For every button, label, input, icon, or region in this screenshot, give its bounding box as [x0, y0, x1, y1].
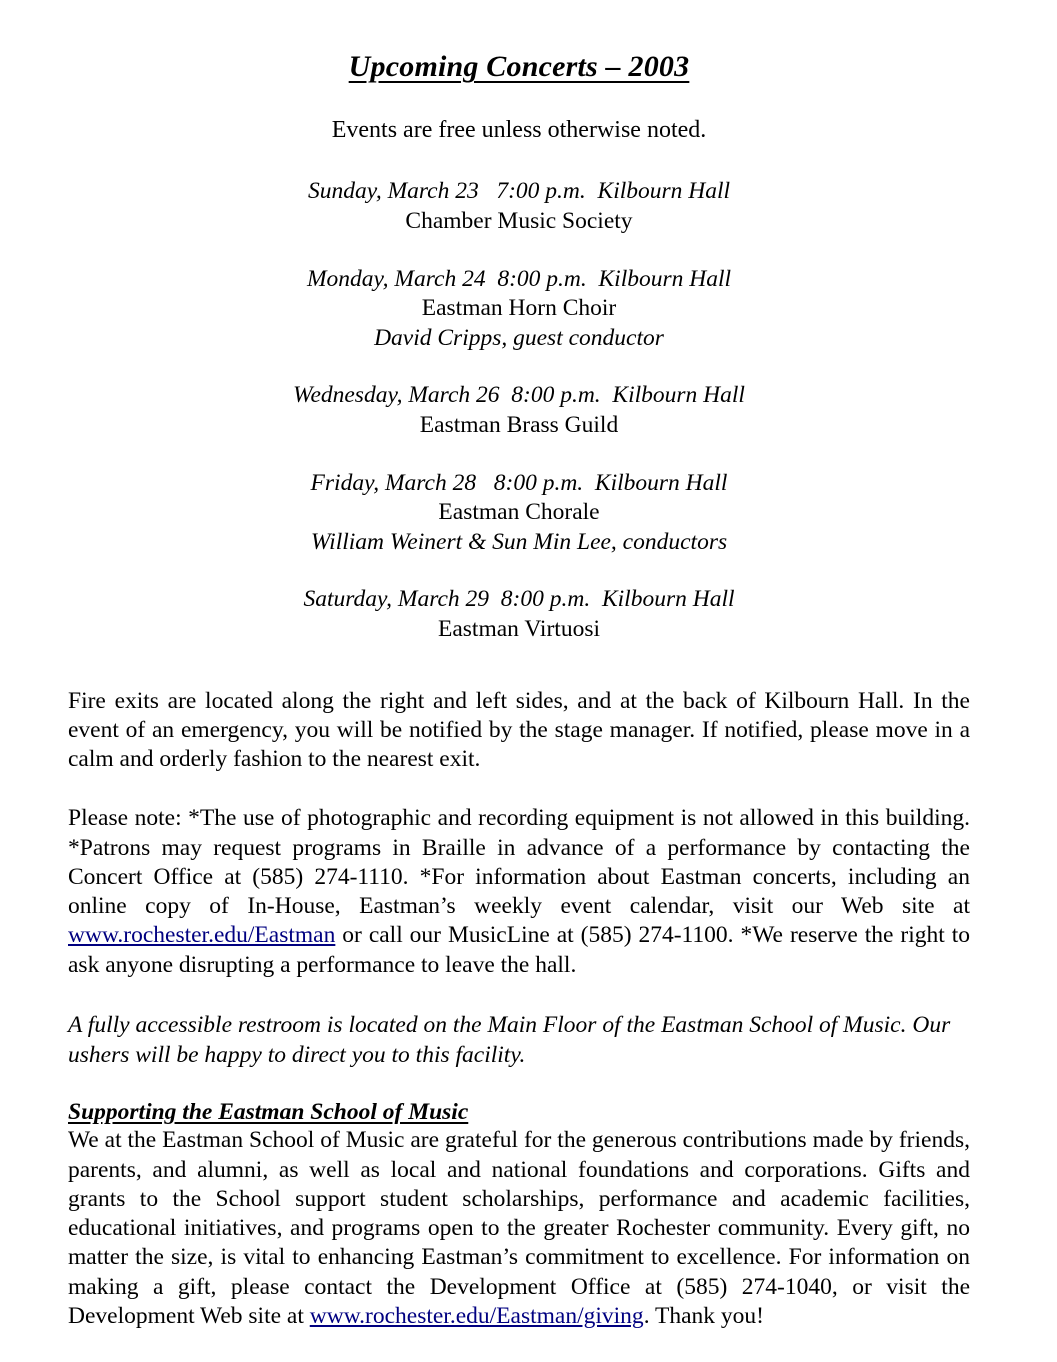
concert-listing-5: [68, 585, 970, 644]
supporting-paragraph: [68, 1126, 970, 1331]
concert-ensemble-name: Eastman Brass Guild: [419, 412, 619, 439]
eastman-giving-link[interactable]: www.rochester.edu/Eastman/giving: [309, 1302, 644, 1329]
please-note-paragraph: [68, 804, 970, 980]
please-note-text-part2: or call our MusicLine at (585) 274-1100. *We reserve the right to ask anyone disrupting a performance to leave the hall.: [68, 922, 970, 978]
please-note-text-part1: Please note: *The use of photographic and recording equipment is not allowed in this building. *Patrons may request programs in Braille in advance of a performance by contacting the Concert Office at (585) 274-1110. *For information about Eastman concerts, including an online copy of In-House, Eastman’s weekly event calendar, visit our Web site at: [68, 805, 970, 920]
spacer: [68, 645, 970, 687]
concert-datetime-venue: Sunday, March 23 7:00 p.m. Kilbourn Hall: [307, 178, 731, 205]
supporting-text-part2: . Thank you!: [643, 1302, 764, 1329]
supporting-text-part1: We at the Eastman School of Music are grateful for the generous contributions made by friends, parents, and alumni, as well as local and national foundations and corporations. Gifts and grants to the School support student scholarships, performance and academic facilities, educational initiatives, and programs open to the greater Rochester community. Every gift, no matter the size, is vital to enhancing Eastman’s commitment to excellence. For information on making a gift, please contact the Development Office at (585) 274-1040, or visit the Development Web site at: [68, 1127, 970, 1329]
free-admission-note: Events are free unless otherwise noted.: [331, 117, 707, 143]
supporting-section-heading-text: Supporting the Eastman School of Music: [68, 1099, 469, 1126]
supporting-section-heading: [68, 1098, 970, 1126]
concert-datetime-venue: Wednesday, March 26 8:00 p.m. Kilbourn Hall: [293, 382, 745, 409]
concert-datetime-venue: Saturday, March 29 8:00 p.m. Kilbourn Hall: [303, 586, 735, 613]
document-content: [68, 0, 970, 1331]
spacer: [68, 980, 970, 1010]
concert-ensemble-name: Eastman Horn Choir: [421, 295, 617, 322]
fire-exits-paragraph: Fire exits are located along the right and left sides, and at the back of Kilbourn Hall. In the event of an emergency, you will be notified by the stage manager. If notified, please move in a calm and orderly fashion to the nearest exit.: [68, 687, 970, 773]
concert-ensemble-name: Eastman Virtuosi: [438, 616, 600, 643]
concert-conductor: William Weinert & Sun Min Lee, conductors: [310, 528, 728, 555]
concert-listing-2: [68, 265, 970, 354]
concert-conductor: David Cripps, guest conductor: [374, 324, 664, 351]
page-title-text: Upcoming Concerts – 2003: [348, 50, 690, 83]
concert-datetime-venue: Monday, March 24 8:00 p.m. Kilbourn Hall: [306, 265, 732, 292]
page-title: [68, 0, 970, 82]
spacer: [68, 774, 970, 804]
eastman-website-link[interactable]: www.rochester.edu/Eastman: [68, 922, 336, 949]
concert-listing-3: [68, 381, 970, 440]
concert-listing-4: [68, 469, 970, 558]
accessible-restroom-paragraph: A fully accessible restroom is located on the Main Floor of the Eastman School of Music. Our ushers will be happy to direct you to this facility.: [68, 1011, 951, 1069]
spacer: [68, 1070, 970, 1098]
concert-ensemble-name: Chamber Music Society: [405, 208, 633, 234]
concert-listings: [68, 143, 970, 644]
concert-listing-1: [68, 177, 970, 236]
concert-ensemble-name: Eastman Chorale: [438, 499, 600, 526]
concert-datetime-venue: Friday, March 28 8:00 p.m. Kilbourn Hall: [310, 469, 728, 496]
